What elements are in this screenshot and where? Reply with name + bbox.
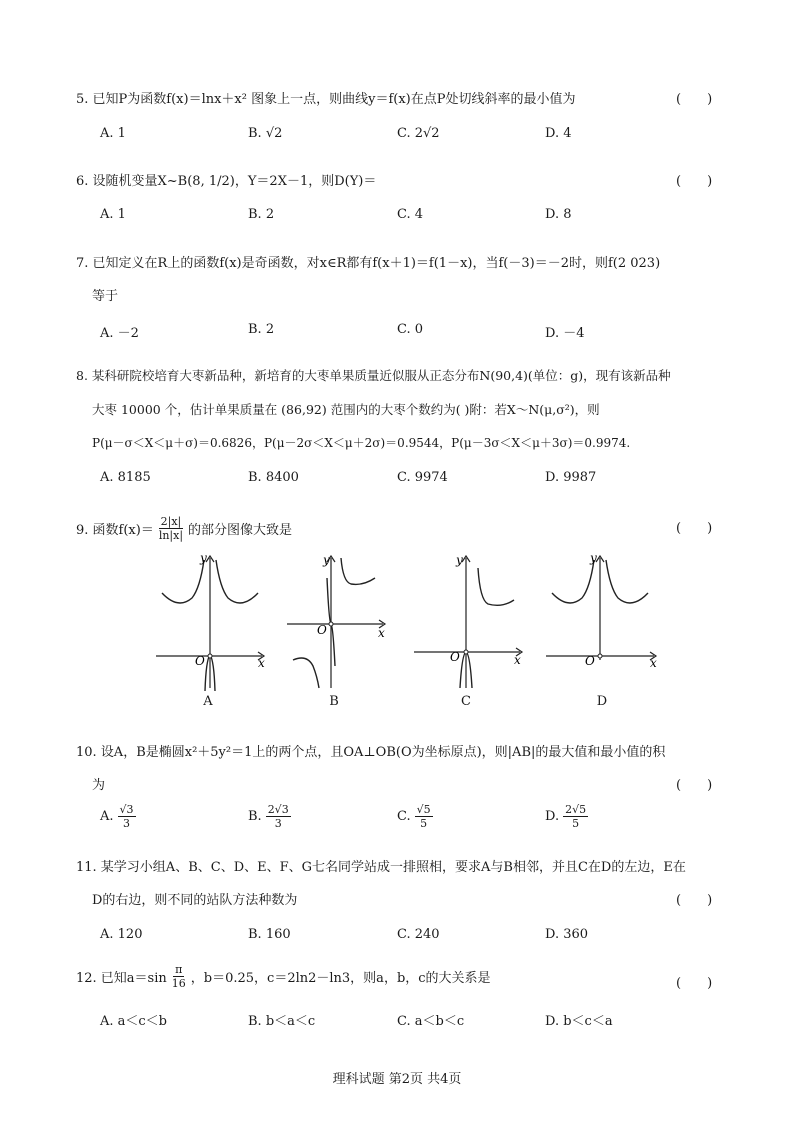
- fraction-denominator: 3: [274, 817, 282, 830]
- fraction: [266, 803, 291, 830]
- curve-right: [478, 568, 514, 605]
- question-12-stem: [76, 963, 491, 990]
- option-a: A. 8185: [100, 470, 151, 485]
- origin-label: O: [450, 650, 460, 664]
- curve-left: [162, 560, 204, 603]
- question-10-stem: 10. 设A，B是椭圆x²＋5y²＝1上的两个点，且OA⊥OB(O为坐标原点)，则|AB|的最大值和最小值的积: [76, 745, 666, 760]
- fraction: [415, 803, 433, 830]
- x-label: x: [514, 653, 521, 667]
- option-letter: D.: [545, 809, 560, 824]
- question-6-stem: 6. 设随机变量X~B(8, 1/2)，Y＝2X－1，则D(Y)＝: [76, 174, 377, 189]
- option-letter: B.: [248, 809, 262, 824]
- curve-right: [341, 558, 375, 584]
- origin-hole: [598, 654, 602, 658]
- graph-label-a: A: [203, 694, 213, 709]
- option-b: B. 160: [248, 927, 291, 942]
- question-12-stem-prefix: 12. 已知a＝sin: [76, 971, 167, 986]
- x-label: x: [378, 626, 385, 640]
- fraction-numerator: 2√5: [565, 803, 587, 816]
- option-d: D. 9987: [545, 470, 597, 485]
- option-letter: C.: [397, 809, 411, 824]
- origin-label: O: [317, 623, 327, 637]
- option-d: D. b＜c＜a: [545, 1014, 613, 1029]
- question-12-stem-suffix: ，b＝0.25，c＝2ln2－ln3，则a，b，c的大关系是: [190, 971, 491, 986]
- option-d: D. －4: [545, 326, 585, 341]
- answer-paren: ( ): [676, 174, 713, 189]
- fraction-numerator: √3: [119, 803, 134, 816]
- curve-right: [216, 560, 258, 603]
- curve-right: [606, 560, 648, 603]
- fraction-denominator: 5: [572, 817, 580, 830]
- y-label: y: [323, 553, 330, 567]
- answer-paren: ( ): [676, 521, 713, 536]
- option-a: A. －2: [100, 326, 139, 341]
- y-label: y: [590, 551, 597, 565]
- fraction: [563, 803, 588, 830]
- option-c: C. 0: [397, 322, 424, 337]
- option-a: A. 120: [100, 927, 143, 942]
- x-label: x: [258, 656, 265, 670]
- fraction-numerator: π: [175, 963, 183, 976]
- option-b: B. 8400: [248, 470, 299, 485]
- x-label: x: [650, 656, 657, 670]
- question-8-stem-line2: 大枣 10000 个，估计单果质量在 (86,92) 范围内的大枣个数约为( )附：若X～N(μ,σ²)，则: [92, 402, 600, 417]
- page-footer: 理科试题 第2页 共4页: [332, 1072, 462, 1087]
- graph-label-b: B: [329, 694, 339, 709]
- option-a: A. 1: [100, 126, 126, 141]
- graph-b: [283, 548, 393, 693]
- option-c: [397, 803, 433, 830]
- question-10-stem-line2: 为: [92, 778, 106, 793]
- option-c: C. 240: [397, 927, 440, 942]
- origin-label: O: [195, 654, 205, 668]
- y-label: y: [456, 553, 463, 567]
- answer-paren: ( ): [676, 893, 713, 908]
- fraction: [170, 963, 188, 990]
- graph-a: [150, 548, 275, 693]
- answer-paren: ( ): [676, 778, 713, 793]
- question-7-stem-line2: 等于: [92, 289, 119, 304]
- option-b: B. √2: [248, 126, 283, 141]
- question-11-stem-line2: D的右边，则不同的站队方法种数为: [92, 893, 298, 908]
- question-11-stem: 11. 某学习小组A、B、C、D、E、F、G七名同学站成一排照相，要求A与B相邻，并且C在D的左边，E在: [76, 860, 686, 875]
- fraction-numerator: 2√3: [267, 803, 289, 816]
- option-c: C. 2√2: [397, 126, 440, 141]
- origin-hole: [208, 654, 212, 658]
- origin-hole: [329, 622, 333, 626]
- option-c: C. a＜b＜c: [397, 1014, 465, 1029]
- fraction-denominator: 16: [171, 977, 186, 990]
- option-d: D. 8: [545, 207, 572, 222]
- answer-paren: ( ): [676, 976, 713, 991]
- question-9-stem-suffix: 的部分图像大致是: [188, 523, 293, 538]
- graph-d: [540, 548, 665, 693]
- graph-label-c: C: [461, 694, 471, 709]
- option-b: B. 2: [248, 322, 275, 337]
- option-c: C. 9974: [397, 470, 448, 485]
- graph-label-d: D: [596, 694, 608, 709]
- question-9-stem-prefix: 9. 函数f(x)＝: [76, 523, 154, 538]
- fraction-denominator: ln|x|: [158, 529, 184, 542]
- option-letter: A.: [100, 809, 114, 824]
- fraction: [157, 515, 185, 542]
- question-9-stem: [76, 515, 292, 542]
- option-b: B. b＜a＜c: [248, 1014, 316, 1029]
- fraction-denominator: 5: [420, 817, 428, 830]
- option-a: A. a＜c＜b: [100, 1014, 168, 1029]
- option-d: [545, 803, 588, 830]
- fraction-numerator: √5: [416, 803, 431, 816]
- fraction: [118, 803, 136, 830]
- y-label: y: [200, 551, 207, 565]
- curve-left: [293, 658, 319, 688]
- question-7-stem: 7. 已知定义在R上的函数f(x)是奇函数，对x∈R都有f(x＋1)＝f(1－x)，当f(－3)＝－2时，则f(2 023): [76, 256, 661, 271]
- option-b: B. 2: [248, 207, 275, 222]
- option-d: D. 360: [545, 927, 589, 942]
- option-b: [248, 803, 291, 830]
- origin-label: O: [585, 654, 595, 668]
- option-a: [100, 803, 136, 830]
- origin-hole: [464, 650, 468, 654]
- curve-left: [552, 560, 594, 603]
- question-8-stem: 8. 某科研院校培育大枣新品种，新培育的大枣单果质量近似服从正态分布N(90,4)(单位：g)，现有该新品种: [76, 368, 671, 383]
- option-a: A. 1: [100, 207, 126, 222]
- graph-c: [410, 548, 530, 693]
- fraction-denominator: 3: [123, 817, 131, 830]
- question-8-stem-line3: P(μ－σ＜X＜μ＋σ)＝0.6826，P(μ－2σ＜X＜μ＋2σ)＝0.9544，P(μ－3σ＜X＜μ＋3σ)＝0.9974.: [92, 436, 631, 450]
- option-d: D. 4: [545, 126, 572, 141]
- option-c: C. 4: [397, 207, 424, 222]
- answer-paren: ( ): [676, 92, 713, 107]
- fraction-numerator: 2|x|: [160, 515, 182, 528]
- question-5-stem: 5. 已知P为函数f(x)＝lnx＋x² 图象上一点，则曲线y＝f(x)在点P处切线斜率的最小值为: [76, 92, 576, 107]
